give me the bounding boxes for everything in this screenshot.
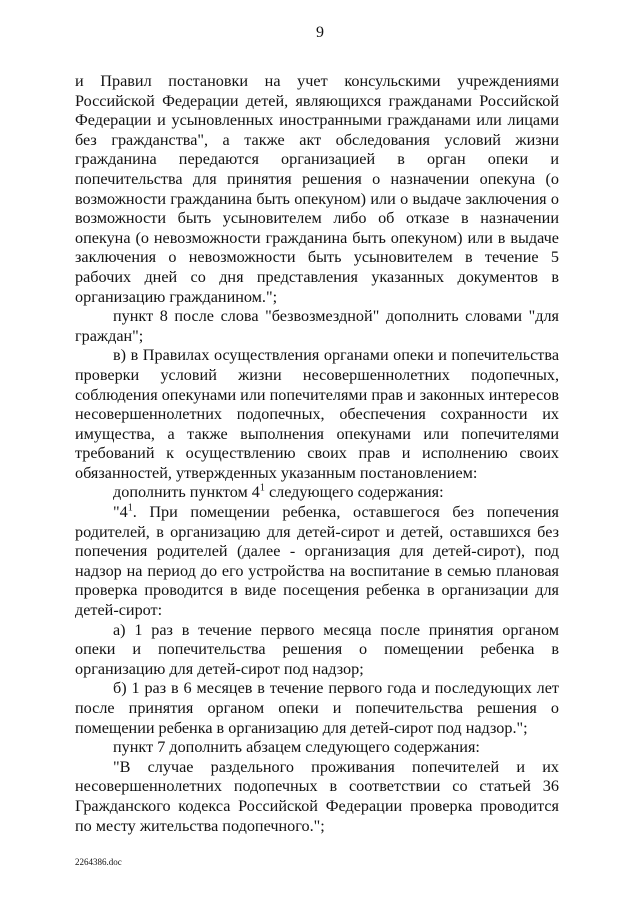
paragraph-subitem-a: а) 1 раз в течение первого месяца после принятия органом опеки и попечительства решения о помещении ребенка в организацию для детей-сирот под надзор;	[75, 620, 559, 678]
paragraph-subitem-v: в) в Правилах осуществления органами опеки и попечительства проверки условий жизни несовершеннолетних подопечных, соблюдения опекунами или попечителями прав и законных интересов несовершеннолетних подопечных, обеспечения сохранности их имущества, а также выполнения опекунами или попечителями требований к осуществлению своих прав и исполнению своих обязанностей, утвержденных указанным постановлением:	[75, 346, 559, 482]
point-4-1-label: "4	[113, 503, 128, 522]
paragraph-point-7-amendment: пункт 7 дополнить абзацем следующего содержания:	[113, 738, 480, 757]
paragraph-point-4-1	[75, 503, 559, 621]
add-point-tail: следующего содержания:	[264, 483, 444, 502]
superscript-1: 1	[259, 483, 265, 495]
page-number: 9	[316, 24, 324, 41]
paragraph-point-8-amendment: пункт 8 после слова "безвозмездной" дополнить словами "для граждан";	[75, 307, 559, 345]
paragraph-rules-continuation: и Правил постановки на учет консульскими учреждениями Российской Федерации детей, являющихся гражданами Российской Федерации и усыновленных иностранными гражданами или лицами без гражданства", а также акт обследования условий жизни гражданина передаются организацией в орган опеки и попечительства для принятия решения о назначении опекуна (о возможности гражданина быть опекуном) или о выдаче заключения о возможности быть усыновителем либо об отказе в назначении опекуна (о невозможности гражданина быть опекуном) или в выдаче заключения о невозможности быть усыновителем в течение 5 рабочих дней со дня представления указанных документов в организацию гражданином.";	[75, 72, 559, 306]
paragraph-separate-residence: "В случае раздельного проживания попечителей и их несовершеннолетних подопечных в соответствии со статьей 36 Гражданского кодекса Российской Федерации проверка проводится по месту жительства подопечного.";	[75, 757, 559, 835]
paragraph-subitem-b: б) 1 раз в 6 месяцев в течение первого года и последующих лет после принятия органом опеки и попечительства решения о помещении ребенка в организацию для детей-сирот под надзор.";	[75, 679, 559, 737]
point-4-1-text: . При помещении ребенка, оставшегося без попечения родителей, в организацию для детей-сирот и детей, оставшихся без попечения родителей (далее - организация для детей-сирот), под надзор на период до его устройства на воспитание в семью плановая проверка проводится в виде посещения ребенка в организации для детей-сирот:	[75, 503, 559, 620]
add-point-text: дополнить пунктом 4	[113, 483, 260, 502]
superscript-1: 1	[127, 502, 133, 514]
footer-filename: 2264386.doc	[75, 857, 122, 867]
document-body	[75, 72, 559, 836]
paragraph-add-point-4-1	[75, 483, 559, 503]
